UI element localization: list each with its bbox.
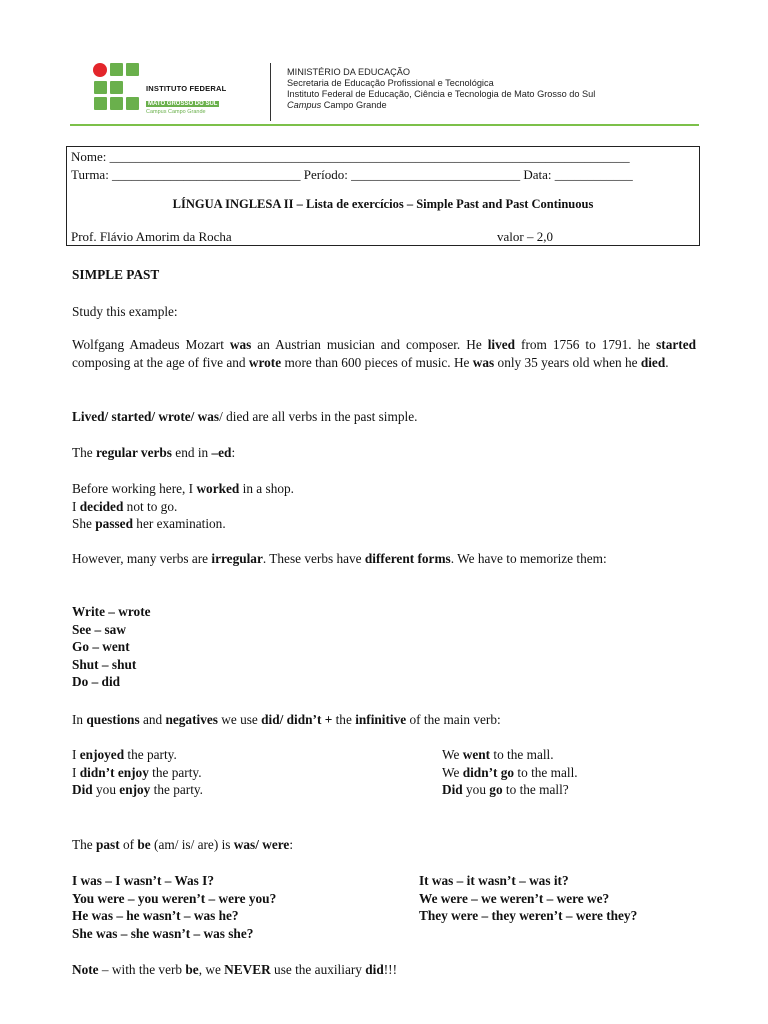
irregular-paragraph: However, many verbs are irregular. These verbs have different forms. We have to memorize them: — [72, 551, 607, 566]
class-field: Turma: _____________________________ Período: __________________________ Data: ____________ — [71, 167, 633, 182]
be-form-item: It was – it wasn’t – was it? — [419, 873, 569, 888]
secretariat-line: Secretaria de Educação Profissional e Tecnológica — [287, 78, 494, 88]
mozart-paragraph: Wolfgang Amadeus Mozart was an Austrian musician and composer. He lived from 1756 to 1791. he started composing at the age of five and wrote more than 600 pieces of music. He was only 35 years old when he died. — [72, 337, 696, 370]
example-line: I enjoyed the party. — [72, 747, 177, 762]
logo-sub: MATO GROSSO DO SUL — [148, 100, 218, 107]
past-of-be-line: The past of be (am/ is/ are) is was/ were: — [72, 837, 294, 852]
example-line: Did you go to the mall? — [442, 782, 569, 797]
study-line: Study this example: — [72, 304, 178, 319]
be-forms-right — [419, 872, 696, 925]
be-form-item: They were – they weren’t – were they? — [419, 908, 638, 923]
irregular-verb-item: Write – wrote — [72, 604, 151, 619]
logo-name: INSTITUTO FEDERAL — [146, 84, 227, 93]
example-line: Did you enjoy the party. — [72, 782, 204, 797]
score-value: valor – 2,0 — [497, 229, 553, 244]
regular-verbs-line: The regular verbs end in –ed: — [72, 445, 236, 460]
institution-logo — [92, 63, 242, 115]
student-info-box — [66, 146, 700, 246]
did-examples-right — [442, 746, 696, 799]
be-form-item: I was – I wasn’t – Was I? — [72, 873, 214, 888]
irregular-verb-item: Shut – shut — [72, 656, 137, 672]
be-form-item: She was – she wasn’t – was she? — [72, 925, 254, 941]
logo-campus: Campus Campo Grande — [146, 108, 206, 115]
example-line: We didn’t go to the mall. — [442, 764, 578, 780]
irregular-verb-item: See – saw — [72, 621, 126, 637]
regular-example-2: I decided not to go. — [72, 498, 178, 514]
logo-grid-icon — [92, 63, 144, 113]
teacher-name: Prof. Flávio Amorim da Rocha — [71, 229, 232, 244]
institute-line: Instituto Federal de Educação, Ciência e Tecnologia de Mato Grosso do Sul — [287, 89, 596, 99]
page-header — [0, 0, 768, 130]
worksheet-title: LÍNGUA INGLESA II – Lista de exercícios – Simple Past and Past Continuous — [172, 197, 594, 211]
be-form-item: We were – we weren’t – were we? — [419, 890, 610, 906]
header-rule — [70, 124, 699, 126]
irregular-verb-list — [72, 603, 696, 691]
regular-example-1: Before working here, I worked in a shop. — [72, 481, 294, 496]
campus-line: Campus Campo Grande — [287, 100, 387, 110]
irregular-verb-item: Do – did — [72, 674, 121, 689]
verbs-summary: Lived/ started/ wrote/ was/ died are all verbs in the past simple. — [72, 409, 418, 424]
regular-example-3: She passed her examination. — [72, 516, 226, 531]
example-line: I didn’t enjoy the party. — [72, 764, 202, 780]
irregular-verb-item: Go – went — [72, 639, 130, 654]
questions-negatives-line: In questions and negatives we use did/ didn’t + the infinitive of the main verb: — [72, 712, 501, 727]
example-line: We went to the mall. — [442, 747, 554, 762]
be-form-item: He was – he wasn’t – was he? — [72, 908, 239, 923]
section-title: SIMPLE PAST — [72, 267, 160, 282]
ministry-line: MINISTÉRIO DA EDUCAÇÃO — [287, 67, 411, 77]
be-form-item: You were – you weren’t – were you? — [72, 890, 277, 906]
institution-block — [287, 67, 595, 111]
note-line: Note – with the verb be, we NEVER use the auxiliary did!!! — [72, 962, 398, 977]
name-field: Nome: ________________________________________________________________________________ — [71, 149, 630, 164]
header-divider — [270, 63, 271, 121]
